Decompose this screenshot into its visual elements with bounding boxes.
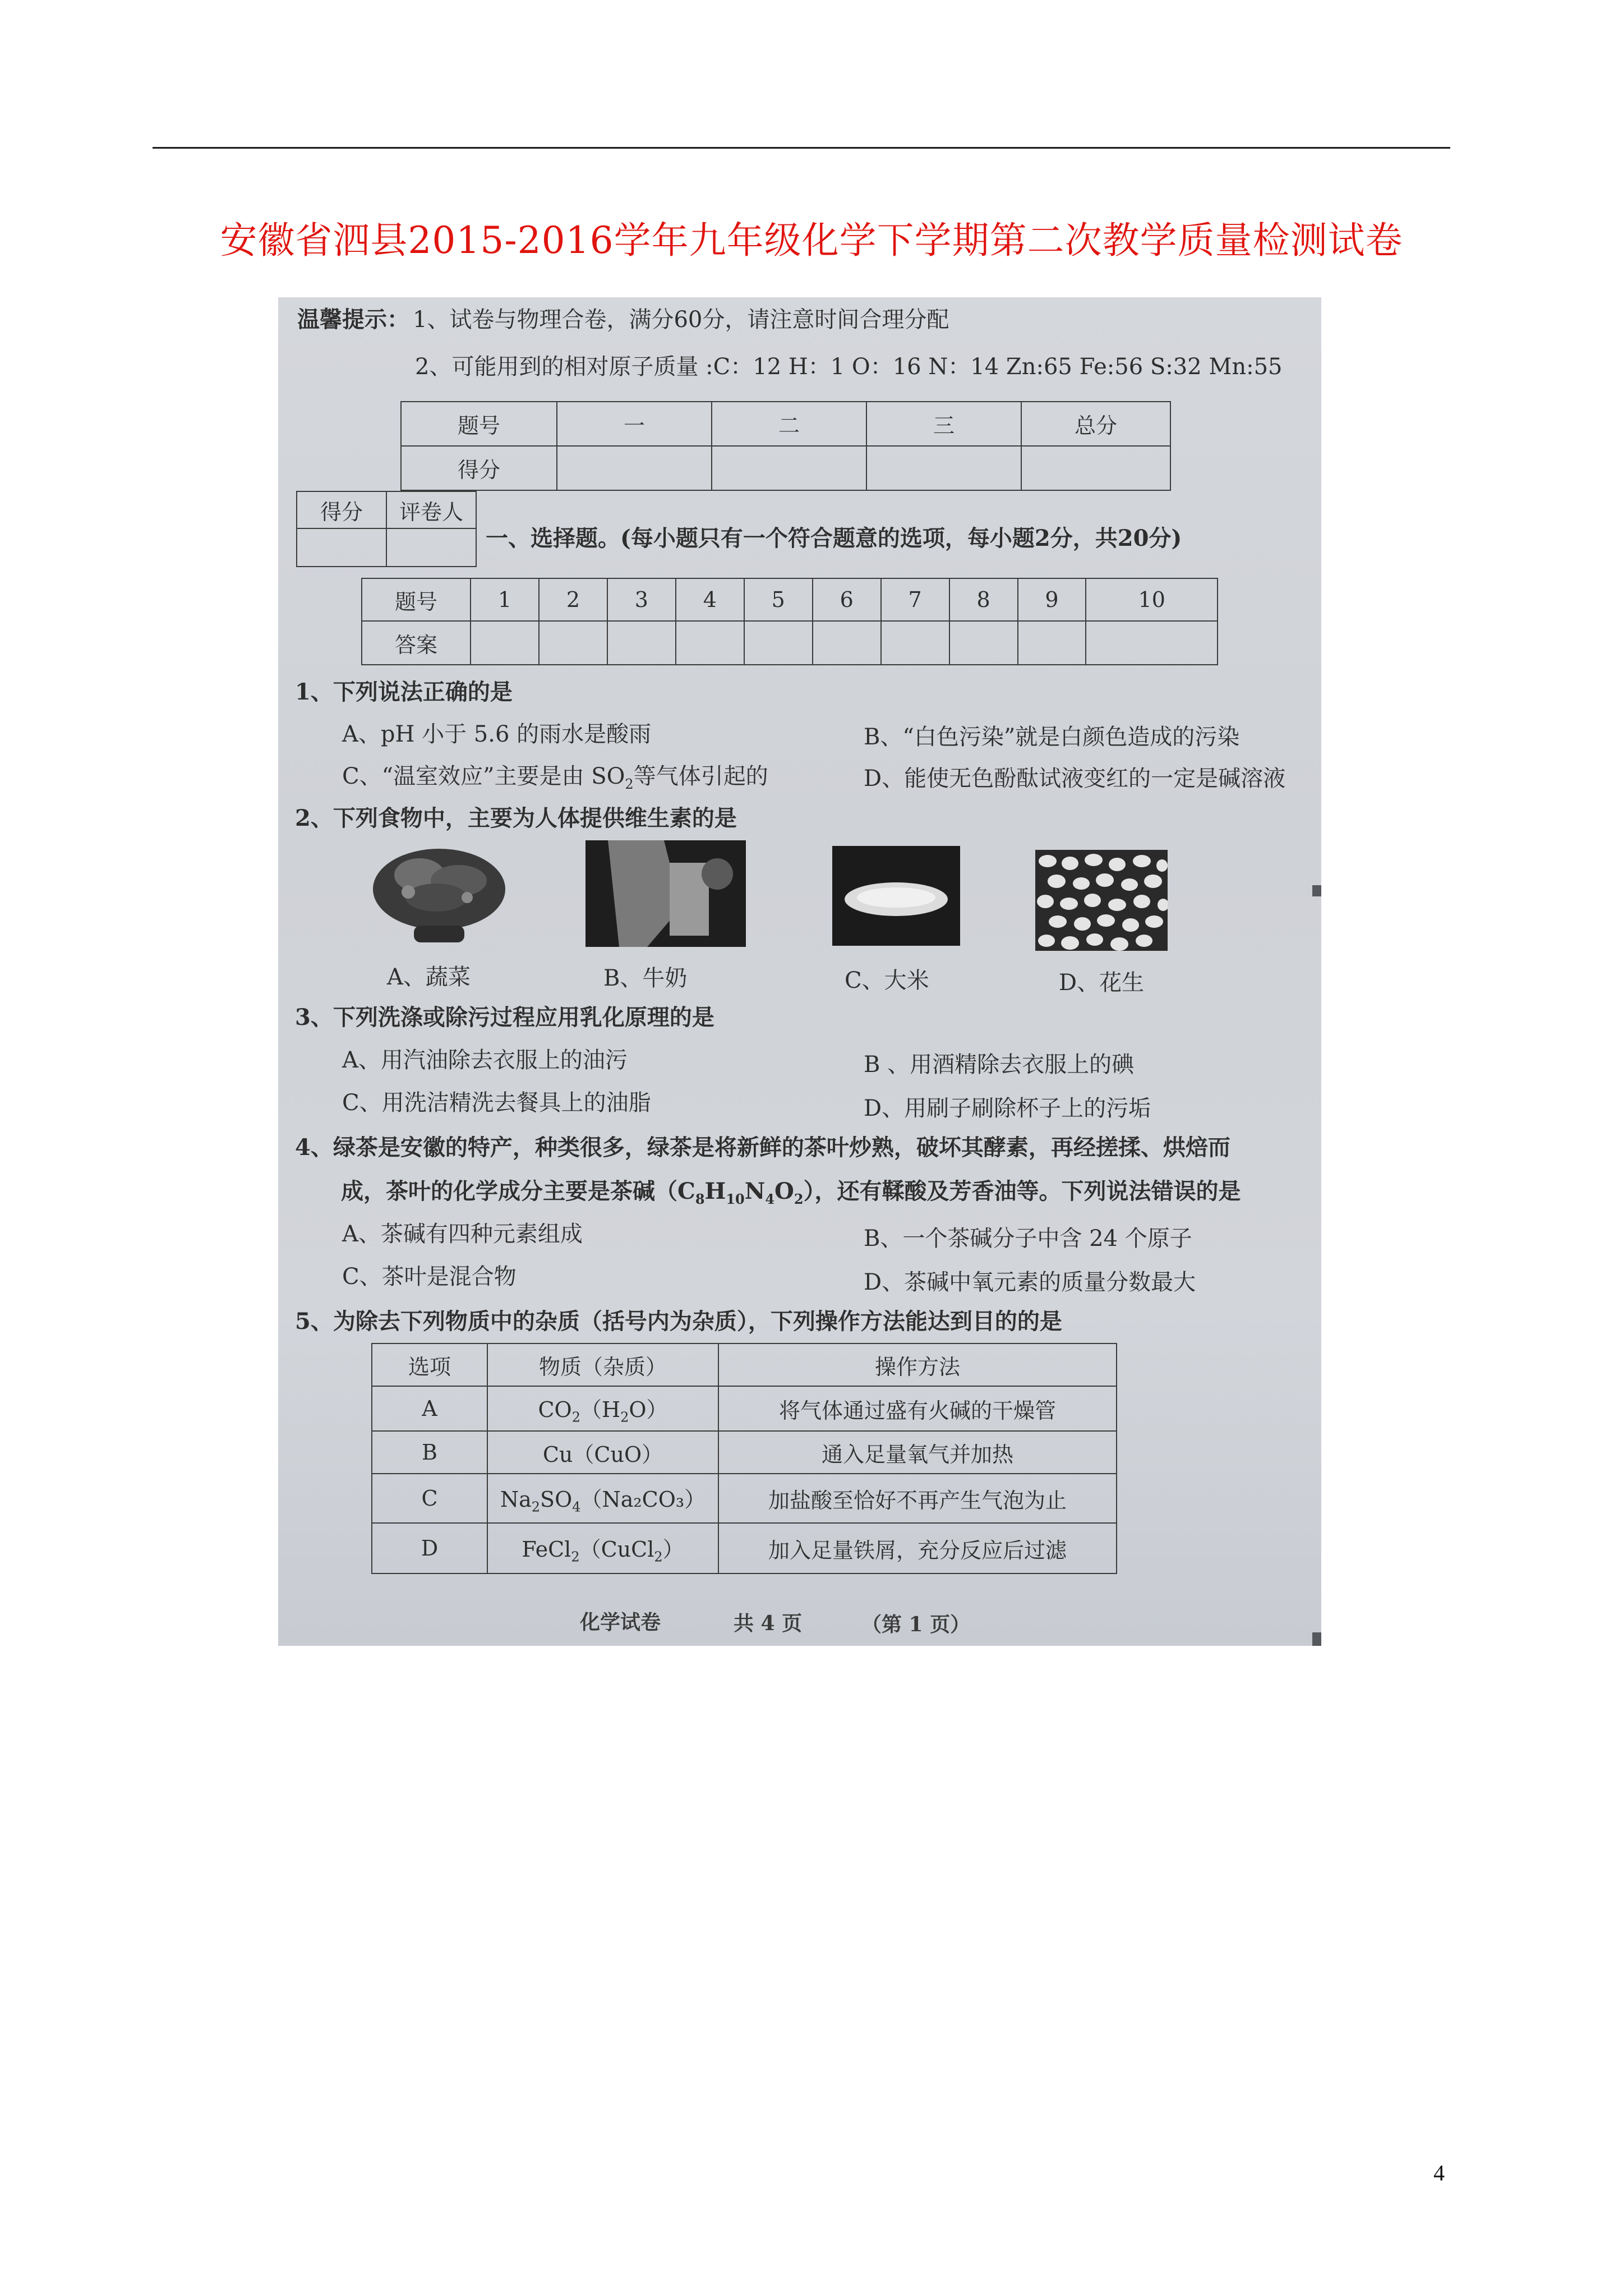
- q5-sub-text: Na: [500, 1487, 532, 1512]
- question-4-option-a: A、茶碱有四种元素组成: [342, 1221, 583, 1247]
- q5-method: 通入足量氧气并加热: [718, 1431, 1117, 1474]
- scan-footer-total-pages: 共 4 页: [734, 1612, 803, 1635]
- question-1-option-d: D、能使无色酚酞试液变红的一定是碱溶液: [864, 766, 1286, 792]
- table-row: [372, 1386, 1117, 1431]
- scan-edge-mark: [1312, 1632, 1321, 1646]
- answer-cell: [1086, 621, 1218, 665]
- question-5-stem: 5、为除去下列物质中的杂质（括号内为杂质），下列操作方法能达到目的的是: [295, 1308, 1062, 1335]
- q5-option: D: [372, 1523, 487, 1573]
- question-2-option-c: C、大米: [845, 968, 929, 993]
- q5-sub-text: ）: [662, 1536, 684, 1562]
- peanuts-image: [1035, 850, 1168, 951]
- score-cell: [557, 446, 712, 490]
- question-1-option-c: [342, 758, 768, 792]
- answer-table-label: 答案: [362, 621, 471, 665]
- scanned-exam-page: [278, 297, 1321, 1646]
- q5-sub-sub: 2: [531, 1499, 541, 1515]
- table-row: [372, 1431, 1117, 1474]
- question-2-stem: 2、下列食物中，主要为人体提供维生素的是: [295, 805, 737, 831]
- answer-cell: [881, 621, 949, 665]
- q5-sub-text: （Na₂CO₃）: [580, 1487, 706, 1512]
- header-rule: [153, 147, 1450, 149]
- q4-text: H: [704, 1178, 726, 1204]
- answer-table-number: 7: [881, 578, 949, 621]
- q5-table-header: 选项: [372, 1343, 487, 1386]
- grader-box-grader-label: 评卷人: [386, 491, 476, 528]
- scan-edge-mark: [1312, 885, 1321, 896]
- tips-label: 温馨提示：: [297, 306, 409, 333]
- q4-text: O: [774, 1178, 794, 1204]
- q5-sub-text: CO: [538, 1397, 572, 1422]
- question-1-stem: 1、下列说法正确的是: [295, 679, 513, 705]
- q5-substance: [487, 1523, 718, 1573]
- answer-cell: [607, 621, 676, 665]
- section-1-heading: 一、选择题。(每小题只有一个符合题意的选项，每小题2分，共20分): [486, 525, 1182, 551]
- question-2-option-b: B、牛奶: [603, 965, 688, 991]
- q5-method: 将气体通过盛有火碱的干燥管: [718, 1386, 1117, 1431]
- tips-line-1: 1、试卷与物理合卷，满分60分，请注意时间合理分配: [413, 307, 949, 333]
- question-3-option-b: B 、用酒精除去衣服上的碘: [864, 1052, 1135, 1078]
- answer-cell: [471, 621, 539, 665]
- q1c-text: 等气体引起的: [633, 763, 768, 789]
- table-row: [372, 1474, 1117, 1523]
- answer-table-number: 9: [1018, 578, 1086, 621]
- question-3-option-d: D、用刷子刷除杯子上的污垢: [864, 1096, 1151, 1121]
- grader-box-score-label: 得分: [297, 491, 386, 528]
- q5-method: 加盐酸至恰好不再产生气泡为止: [718, 1474, 1117, 1523]
- score-table-row-label: 得分: [401, 446, 557, 490]
- q4-subscript: 4: [765, 1191, 775, 1207]
- question-2-option-a: A、蔬菜: [387, 964, 471, 990]
- q5-sub-text: FeCl: [522, 1536, 571, 1562]
- q5-sub-sub: 2: [571, 1409, 580, 1425]
- document-title: 安徽省泗县2015-2016学年九年级化学下学期第二次教学质量检测试卷: [220, 219, 1403, 262]
- page-number: 4: [1433, 2160, 1445, 2185]
- scan-footer-page: （第 1 页）: [861, 1613, 971, 1636]
- question-2-option-d: D、花生: [1059, 970, 1145, 996]
- answer-table-number: 5: [744, 578, 813, 621]
- q4-text: ），还有鞣酸及芳香油等。下列说法错误的是: [803, 1178, 1241, 1204]
- grader-cell: [297, 528, 386, 567]
- score-table: [400, 401, 1171, 491]
- q4-subscript: 8: [695, 1191, 705, 1207]
- score-cell: [712, 446, 866, 490]
- answer-table-number: 6: [813, 578, 881, 621]
- score-table-header: 二: [712, 402, 866, 446]
- answer-cell: [539, 621, 607, 665]
- rice-image: [832, 846, 960, 946]
- answer-cell: [813, 621, 881, 665]
- answer-cell: [744, 621, 813, 665]
- table-row: [372, 1523, 1117, 1573]
- vegetables-image: [369, 836, 509, 945]
- answer-table-number: 8: [949, 578, 1018, 621]
- score-table-header: 三: [866, 402, 1021, 446]
- q5-table-header: 物质（杂质）: [487, 1343, 718, 1386]
- question-4-option-d: D、茶碱中氧元素的质量分数最大: [864, 1269, 1196, 1295]
- score-cell: [1021, 446, 1170, 490]
- q4-text: N: [744, 1178, 766, 1204]
- answer-table-number: 1: [471, 578, 539, 621]
- q5-option: A: [372, 1386, 487, 1431]
- q5-option: B: [372, 1431, 487, 1474]
- score-cell: [866, 446, 1021, 490]
- question-3-option-c: C、用洗洁精洗去餐具上的油脂: [342, 1090, 651, 1116]
- milk-image: [585, 840, 746, 947]
- grader-box: [296, 491, 477, 567]
- q5-substance: [487, 1474, 718, 1523]
- answer-table-number: 2: [539, 578, 607, 621]
- q5-table-header: 操作方法: [718, 1343, 1117, 1386]
- scan-footer-subject: 化学试卷: [580, 1611, 661, 1634]
- question-3-stem: 3、下列洗涤或除污过程应用乳化原理的是: [295, 1004, 714, 1030]
- question-3-option-a: A、用汽油除去衣服上的油污: [342, 1047, 628, 1073]
- q1c-text: C、“温室效应”主要是由 SO: [342, 763, 625, 789]
- tips-line-2: 2、可能用到的相对原子质量 :C：12 H：1 O：16 N：14 Zn:65 Fe:56 S:32 Mn:55: [415, 354, 1283, 380]
- answer-table-number: 3: [607, 578, 676, 621]
- q5-substance: Cu（CuO）: [487, 1431, 718, 1474]
- answer-table-number: 10: [1086, 578, 1218, 621]
- score-table-header: 总分: [1021, 402, 1170, 446]
- question-5-table: [371, 1343, 1117, 1574]
- q5-sub-sub: 2: [654, 1549, 663, 1565]
- q4-text: 成，茶叶的化学成分主要是茶碱（C: [341, 1178, 695, 1204]
- q5-sub-sub: 2: [571, 1549, 580, 1565]
- question-4-stem-line-1: 4、绿茶是安徽的特产，种类很多，绿茶是将新鲜的茶叶炒熟，破坏其酵素，再经搓揉、烘焙而: [295, 1134, 1230, 1161]
- q1c-subscript: 2: [625, 776, 634, 792]
- score-table-header: 一: [557, 402, 712, 446]
- score-table-header: 题号: [401, 402, 557, 446]
- q5-substance: [487, 1386, 718, 1431]
- question-4-stem-line-2: [341, 1174, 1241, 1207]
- q5-option: C: [372, 1474, 487, 1523]
- q4-subscript: 10: [726, 1191, 745, 1207]
- question-4-option-b: B、一个茶碱分子中含 24 个原子: [864, 1226, 1192, 1251]
- q5-sub-text: （CuCl: [579, 1536, 654, 1562]
- answer-cell: [676, 621, 744, 665]
- q5-method: 加入足量铁屑，充分反应后过滤: [718, 1523, 1117, 1573]
- answer-table: [361, 578, 1218, 665]
- q5-sub-sub: 4: [572, 1499, 581, 1515]
- q4-subscript: 2: [794, 1191, 804, 1207]
- answer-cell: [949, 621, 1018, 665]
- question-1-option-a: A、pH 小于 5.6 的雨水是酸雨: [342, 721, 652, 747]
- answer-table-header: 题号: [362, 578, 471, 621]
- q5-sub-text: （H: [580, 1397, 621, 1422]
- grader-cell: [386, 528, 476, 567]
- question-1-option-b: B、“白色污染”就是白颜色造成的污染: [864, 724, 1240, 750]
- q5-sub-text: SO: [540, 1487, 573, 1512]
- answer-cell: [1018, 621, 1086, 665]
- answer-table-number: 4: [676, 578, 744, 621]
- q5-sub-text: O）: [629, 1397, 668, 1422]
- q5-sub-sub: 2: [620, 1409, 629, 1425]
- question-4-option-c: C、茶叶是混合物: [342, 1264, 517, 1290]
